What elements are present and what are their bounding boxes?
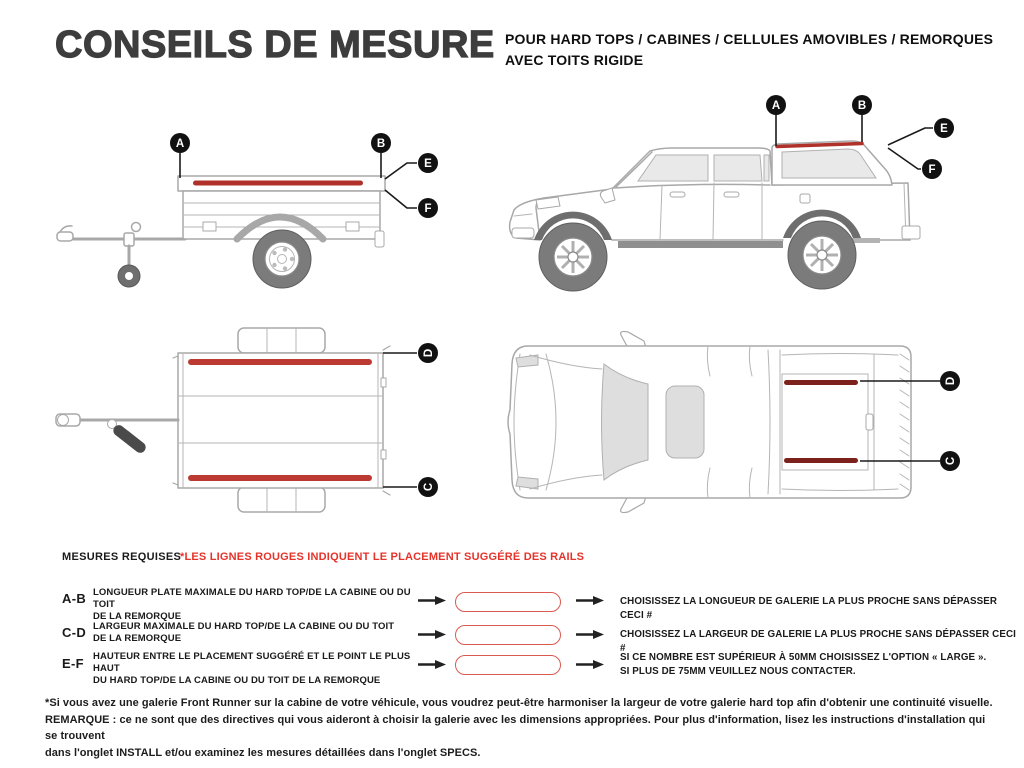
trailer-side-drawing [57, 176, 385, 288]
rail-placement-line [188, 359, 372, 365]
desc-line: LARGEUR MAXIMALE DU HARD TOP/DE LA CABINE OU DU TOIT [93, 621, 395, 632]
red-lines-note: *LES LIGNES ROUGES INDIQUENT LE PLACEMENT SUGGÉRÉ DES RAILS [180, 551, 585, 563]
desc-line: DU HARD TOP/DE LA CABINE OU DU TOIT DE LA REMORQUE [93, 675, 381, 686]
arrow-right-icon [418, 629, 446, 640]
svg-text:E: E [940, 123, 948, 135]
svg-text:C: C [945, 456, 957, 466]
page-subtitle [505, 29, 993, 71]
footer-note [45, 695, 995, 761]
truck-side-drawing [510, 141, 920, 291]
svg-text:D: D [945, 376, 957, 386]
rail-placement-line [193, 181, 363, 186]
measure-desc-cd [93, 621, 423, 645]
footer-line: REMARQUE : ce ne sont que des directives qui vous aideront à choisir la galerie avec les dimensions appropriées. Pour plus d'information, lisez les instructions d'installation qui se trouvent [45, 713, 986, 742]
svg-text:A: A [771, 100, 781, 112]
arrow-right-icon [576, 659, 604, 670]
footer-line: dans l'onglet INSTALL et/ou examinez les mesures détaillées dans l'onglet SPECS. [45, 746, 481, 759]
measure-id-cd: C-D [62, 625, 87, 640]
subtitle-line-2: AVEC TOITS RIGIDE [505, 52, 644, 68]
measurement-input-box-ef [455, 655, 561, 675]
instr-line: CHOISISSEZ LA LARGEUR DE GALERIE LA PLUS PROCHE SANS DÉPASSER CECI # [620, 629, 1016, 654]
subtitle-line-1: POUR HARD TOPS / CABINES / CELLULES AMOVIBLES / REMORQUES [505, 31, 994, 47]
svg-text:B: B [857, 100, 867, 112]
svg-text:B: B [376, 138, 386, 150]
desc-line: LONGUEUR PLATE MAXIMALE DU HARD TOP/DE LA CABINE OU DU TOIT [93, 587, 411, 610]
desc-line: DE LA REMORQUE [93, 633, 182, 644]
instr-line: SI PLUS DE 75MM VEUILLEZ NOUS CONTACTER. [620, 665, 856, 677]
trailer-top-callouts [383, 343, 438, 497]
measure-instr-ef [620, 651, 1020, 678]
measure-id-ab: A-B [62, 591, 87, 606]
measure-instr-ab [620, 595, 1020, 622]
measure-desc-ab [93, 587, 423, 623]
truck-top-drawing [508, 331, 911, 512]
instr-line: SI CE NOMBRE EST SUPÉRIEUR À 50MM CHOISISSEZ L'OPTION « LARGE ». [620, 652, 987, 663]
rail-placement-line [188, 475, 372, 481]
arrow-right-icon [576, 629, 604, 640]
svg-text:F: F [928, 164, 936, 176]
trailer-top-view-diagram [50, 320, 450, 520]
desc-line: HAUTEUR ENTRE LE PLACEMENT SUGGÉRÉ ET LE POINT LE PLUS HAUT [93, 651, 411, 674]
svg-text:E: E [424, 158, 432, 170]
trailer-side-view-diagram [55, 105, 455, 310]
svg-text:F: F [424, 203, 432, 215]
trailer-top-drawing [56, 328, 390, 512]
svg-text:A: A [175, 138, 185, 150]
arrow-right-icon [576, 595, 604, 606]
rail-placement-line [784, 458, 858, 463]
measure-id-ef: E-F [62, 656, 84, 671]
truck-top-view-diagram [500, 330, 990, 515]
measurement-input-box-ab [455, 592, 561, 612]
svg-text:D: D [423, 348, 435, 358]
measurement-input-box-cd [455, 625, 561, 645]
truck-side-view-diagram [500, 88, 990, 293]
arrow-right-icon [418, 659, 446, 670]
page-title: CONSEILS DE MESURE [55, 24, 495, 66]
arrow-right-icon [418, 595, 446, 606]
desc-line: DE LA REMORQUE [93, 611, 182, 622]
svg-text:C: C [423, 482, 435, 492]
measure-desc-ef [93, 651, 423, 687]
footer-line: *Si vous avez une galerie Front Runner sur la cabine de votre véhicule, vous voudrez peut-être harmoniser la largeur de votre galerie hard top afin d'obtenir une continuité visuelle. [45, 697, 993, 709]
instr-line: CHOISISSEZ LA LONGUEUR DE GALERIE LA PLUS PROCHE SANS DÉPASSER CECI # [620, 596, 998, 621]
rail-placement-line [784, 380, 858, 385]
measurements-section-title: MESURES REQUISES [62, 551, 182, 563]
